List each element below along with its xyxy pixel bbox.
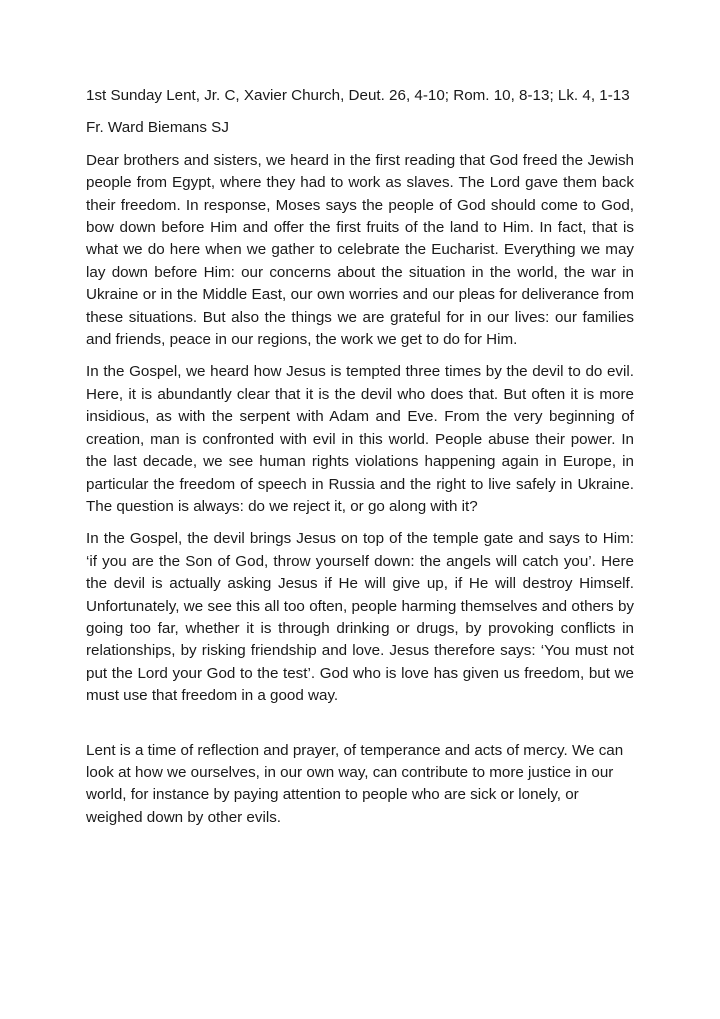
document-page [86,85,634,839]
blank-line [86,718,634,740]
paragraph-intro: Dear brothers and sisters, we heard in the first reading that God freed the Jewish people from Egypt, where they had to work as slaves. The Lord gave them back their freedom. In response, Moses says the people of God should come to God, bow down before Him and offer the first fruits of the land to Him. In fact, that is what we do here when we gather to celebrate the Eucharist. Everything we may lay down before Him: our concerns about the situation in the world, the war in Ukraine or in the Middle East, our own worries and our pleas for deliverance from these situations. But also the things we are grateful for in our lives: our families and friends, peace in our regions, the work we get to do for Him. [86,151,634,349]
paragraph-temptation: In the Gospel, we heard how Jesus is tempted three times by the devil to do evil. Here, it is abundantly clear that it is the devil who does that. But often it is more insidious, as with the serpent with Adam and Eve. From the very beginning of creation, man is confronted with evil in this world. People abuse their power. In the last decade, we see human rights violations happening again in Europe, in particular the freedom of speech in Russia and the right to live safely in Ukraine. The question is always: do we reject it, or go along with it? [86,363,634,515]
paragraph-temple-gate: In the Gospel, the devil brings Jesus on top of the temple gate and says to Him: ‘if you are the Son of God, throw yourself down: the angels will catch you’. Here the devil is actually asking Jesus if He will give up, if He will destroy Himself. Unfortunately, we see this all too often, people harming themselves and others by going too far, whether it is through drinking or drugs, by provoking conflicts in relationships, by risking friendship and love. Jesus therefore says: ‘You must not put the Lord your God to the test’. God who is love has given us freedom, but we must use that freedom in a good way. [86,530,634,705]
document-author: Fr. Ward Biemans SJ [86,119,229,137]
paragraph-lent: Lent is a time of reflection and prayer, of temperance and acts of mercy. We can look at how we ourselves, in our own way, can contribute to more justice in our world, for instance by paying attention to people who are sick or lonely, or weighed down by other evils. [86,741,624,826]
document-heading: 1st Sunday Lent, Jr. C, Xavier Church, Deut. 26, 4-10; Rom. 10, 8-13; Lk. 4, 1-13 [86,87,630,104]
